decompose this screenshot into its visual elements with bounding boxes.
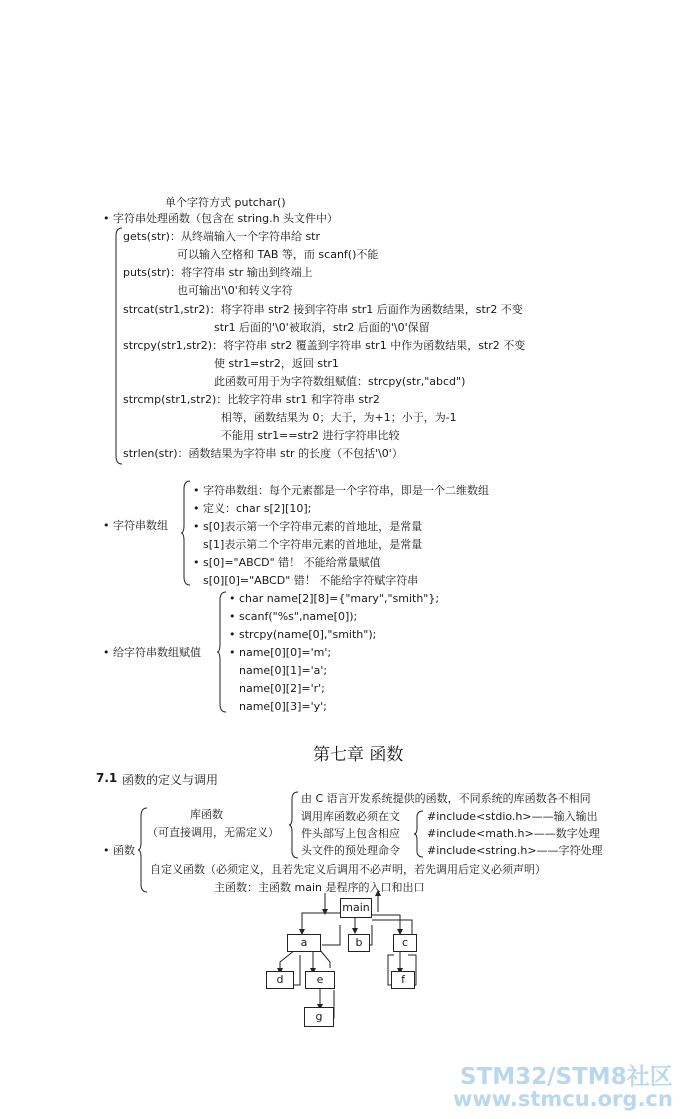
assign-char-line: name[0][2]='r'; [239,682,325,695]
call-tree-node-c: c [393,934,417,952]
call-tree-node-main: main [340,898,372,918]
assign-scanf-line: scanf("%s",name[0]); [239,610,358,623]
bullet-icon: • [193,484,200,497]
library-include-note: 件头部写上包含相应 [301,827,400,840]
include-stdio-line: #include<stdio.h>——输入输出 [427,810,598,823]
array-s0-line: s[0]表示第一个字符串元素的首地址，是常量 [203,520,423,533]
array-error2-line: s[0][0]="ABCD" 错！ 不能给字符赋字符串 [203,574,419,587]
watermark-title: STM32/STM8社区 [460,1064,673,1090]
library-function-note: （可直接调用，无需定义） [147,826,279,839]
call-tree-node-d: d [266,971,294,989]
main-function-line: 主函数：主函数 main 是程序的入口和出口 [214,881,425,894]
include-string-line: #include<string.h>——字符处理 [427,844,603,857]
strcat-note: str1 后面的'\0'被取消，str2 后面的'\0'保留 [214,321,430,334]
strcpy-usage: 此函数可用于为字符数组赋值：strcpy(str,"abcd") [214,375,466,388]
call-tree-node-f: f [391,971,415,989]
array-s1-line: s[1]表示第二个字符串元素的首地址，是常量 [203,538,423,551]
library-include-note: 头文件的预处理命令 [301,844,400,857]
strcat-line: strcat(str1,str2)：将字符串 str2 接到字符串 str1 后面作为函数结果，str2 不变 [123,303,523,316]
bullet-icon: • [193,520,200,533]
array-def-line: 字符串数组：每个元素都是一个字符串，即是一个二维数组 [203,484,489,497]
call-tree-node-e: e [305,971,335,989]
strcpy-line: strcpy(str1,str2)：将字符串 str2 覆盖到字符串 str1 中作为函数结果，str2 不变 [123,339,526,352]
bullet-icon: • [103,212,110,225]
gets-note: 可以输入空格和 TAB 等，而 scanf()不能 [177,248,379,261]
puts-line: puts(str)：将字符串 str 输出到终端上 [123,266,313,279]
chapter-title: 第七章 函数 [313,745,404,765]
bullet-icon: • [229,592,236,605]
bullet-icon: • [193,502,200,515]
bullet-icon: • [103,646,110,659]
assign-char-line: name[0][1]='a'; [239,664,328,677]
call-tree-node-b: b [348,934,370,952]
bullet-icon: • [103,844,110,857]
puts-note: 也可输出'\0'和转义字符 [177,284,293,297]
strcmp-result: 相等，函数结果为 0；大于，为+1；小于，为-1 [221,411,457,424]
bullet-icon: • [229,610,236,623]
bullet-icon: • [103,519,110,532]
assign-strcpy-line: strcpy(name[0],"smith"); [239,628,377,641]
library-desc-line: 由 C 语言开发系统提供的函数，不同系统的库函数各不相同 [301,792,591,805]
strcmp-note: 不能用 str1==str2 进行字符串比较 [221,429,400,442]
library-function-label: 库函数 [190,808,223,821]
assign-label: 给字符串数组赋值 [113,646,201,659]
gets-line: gets(str)：从终端输入一个字符串给 str [123,230,321,243]
function-root-label: 函数 [113,844,135,857]
call-tree-node-a: a [287,934,321,952]
library-include-note: 调用库函数必须在文 [301,810,400,823]
user-function-line: 自定义函数（必须定义，且若先定义后调用不必声明，若先调用后定义必须声明） [150,863,546,876]
strcmp-line: strcmp(str1,str2)：比较字符串 str1 和字符串 str2 [123,393,380,406]
assign-init-line: char name[2][8]={"mary","smith"}; [239,592,440,605]
strlen-line: strlen(str)：函数结果为字符串 str 的长度（不包括'\0'） [123,447,403,460]
strcpy-note: 使 str1=str2，返回 str1 [214,357,339,370]
putchar-line: 单个字符方式 putchar() [165,196,286,209]
bullet-icon: • [229,646,236,659]
section-number: 7.1 [96,771,118,785]
call-tree-node-g: g [304,1007,334,1027]
string-funcs-heading: 字符串处理函数（包含在 string.h 头文件中） [113,212,339,225]
bullet-icon: • [229,628,236,641]
include-math-line: #include<math.h>——数字处理 [427,827,600,840]
string-array-label: 字符串数组 [113,519,168,532]
section-title: 函数的定义与调用 [122,773,219,787]
bullet-icon: • [193,556,200,569]
assign-char-line: name[0][0]='m'; [239,646,332,659]
array-error1-line: s[0]="ABCD" 错！ 不能给常量赋值 [203,556,381,569]
array-decl-line: 定义：char s[2][10]; [203,502,312,515]
assign-char-line: name[0][3]='y'; [239,700,327,713]
watermark-url: www.stmcu.org.cn [453,1087,673,1111]
